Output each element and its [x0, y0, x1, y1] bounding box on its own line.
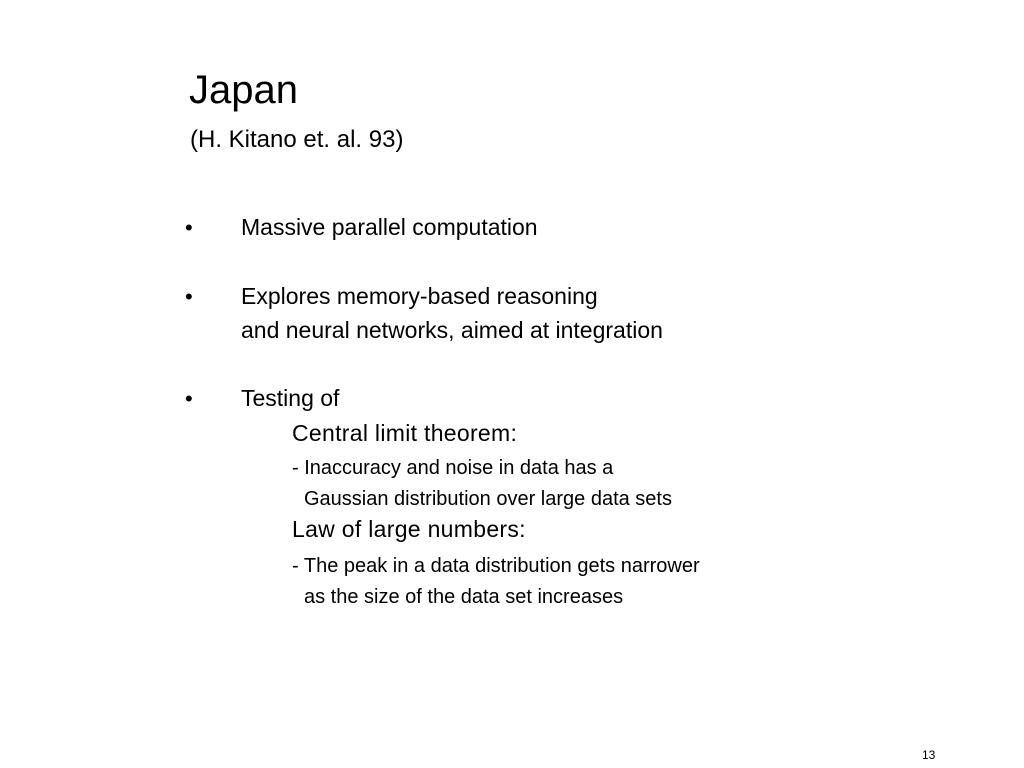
sub-item-detail: - Inaccuracy and noise in data has a [292, 457, 614, 479]
sub-item-detail: - The peak in a data distribution gets narrower [292, 555, 700, 577]
sub-item-detail: Gaussian distribution over large data sets [304, 488, 672, 510]
slide-title: Japan [189, 68, 298, 112]
bullet-text: Testing of [241, 385, 340, 411]
sub-item-heading: Central limit theorem: [292, 420, 518, 446]
bullet-text: Explores memory-based reasoning [241, 283, 598, 309]
bullet-text: Massive parallel computation [241, 214, 538, 240]
page-number: 13 [922, 748, 936, 762]
sub-item-heading: Law of large numbers: [292, 516, 526, 542]
bullet-marker: • [185, 284, 193, 309]
bullet-text-continuation: and neural networks, aimed at integration [241, 317, 663, 343]
bullet-marker: • [185, 386, 193, 411]
bullet-marker: • [185, 215, 193, 240]
sub-item-detail: as the size of the data set increases [304, 586, 624, 608]
slide-subtitle: (H. Kitano et. al. 93) [190, 126, 404, 153]
